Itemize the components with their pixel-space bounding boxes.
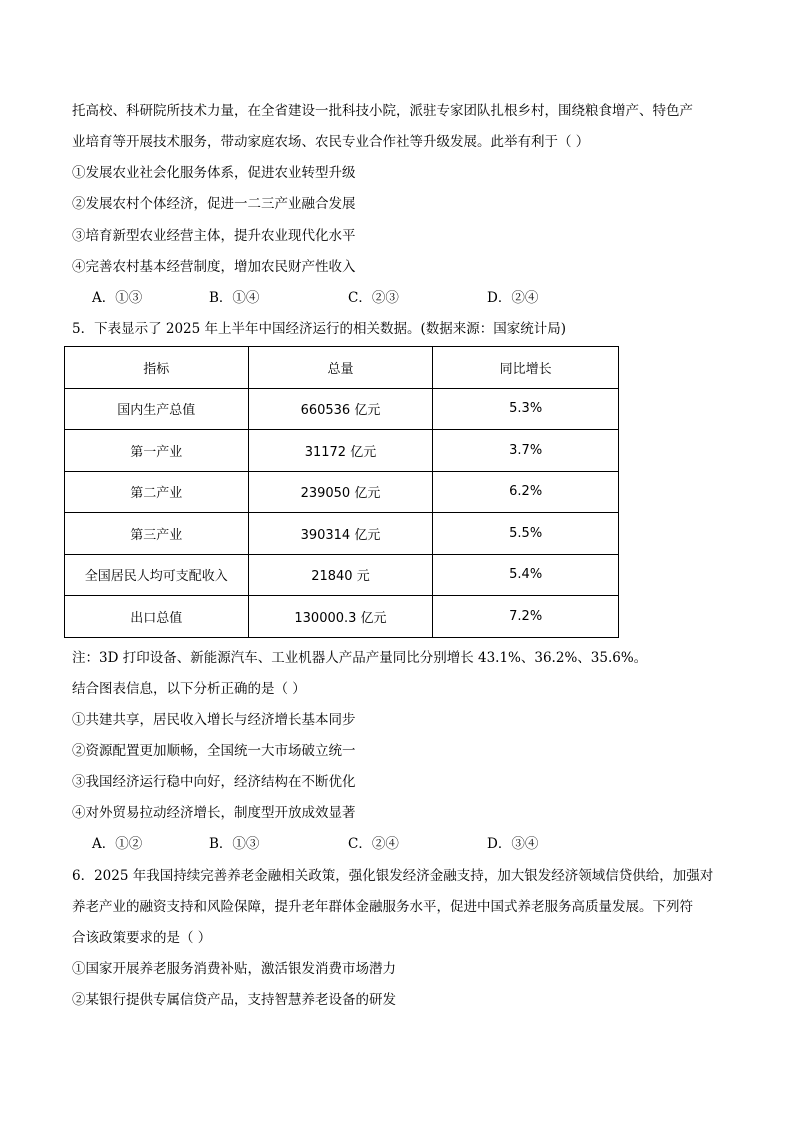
q4-item-3: ③培育新型农业经营主体，提升农业现代化水平 xyxy=(72,228,356,244)
q4-item-4: ④完善农村基本经营制度，增加农民财产性收入 xyxy=(72,259,356,275)
table-header-cell: 指标 xyxy=(65,347,249,389)
table-cell-indicator: 全国居民人均可支配收入 xyxy=(65,554,249,596)
q6-item-1: ①国家开展养老服务消费补贴，激活银发消费市场潜力 xyxy=(72,961,396,977)
q6-item-2: ②某银行提供专属信贷产品，支持智慧养老设备的研发 xyxy=(72,992,396,1008)
table-cell-indicator: 出口总值 xyxy=(65,596,249,638)
q5-stem: 5．下表显示了 2025 年上半年中国经济运行的相关数据。(数据来源：国家统计局) xyxy=(72,321,567,337)
table-cell-total: 660536 亿元 xyxy=(248,388,433,430)
q5-option-b[interactable]: B．①③ xyxy=(209,836,260,852)
q5-option-d[interactable]: D．③④ xyxy=(487,836,539,852)
table-row xyxy=(65,596,619,638)
economic-data-table xyxy=(64,346,619,638)
table-cell-total: 390314 亿元 xyxy=(248,513,433,555)
table-row xyxy=(65,554,619,596)
table-cell-indicator: 国内生产总值 xyxy=(65,388,249,430)
q5-item-1: ①共建共享，居民收入增长与经济增长基本同步 xyxy=(72,712,356,728)
q5-item-2: ②资源配置更加顺畅，全国统一大市场破立统一 xyxy=(72,743,356,759)
q4-option-b[interactable]: B．①④ xyxy=(209,290,260,306)
q4-option-d[interactable]: D．②④ xyxy=(487,290,539,306)
table-cell-total: 31172 亿元 xyxy=(248,430,433,472)
table-cell-growth: 3.7% xyxy=(433,430,619,472)
q5-item-3: ③我国经济运行稳中向好，经济结构在不断优化 xyxy=(72,774,356,790)
q5-note: 注：3D 打印设备、新能源汽车、工业机器人产品产量同比分别增长 43.1%、36.2%、35.6%。 xyxy=(72,650,648,666)
q5-option-a[interactable]: A．①② xyxy=(92,836,143,852)
q4-option-a[interactable]: A．①③ xyxy=(92,290,143,306)
table-row xyxy=(65,471,619,513)
table-cell-growth: 7.2% xyxy=(433,596,619,638)
q6-stem-line-3: 合该政策要求的是（ ） xyxy=(72,930,212,946)
table-cell-growth: 6.2% xyxy=(433,471,619,513)
table-row xyxy=(65,430,619,472)
table-cell-total: 130000.3 亿元 xyxy=(248,596,433,638)
q6-stem-line-1: 6．2025 年我国持续完善养老金融相关政策，强化银发经济金融支持，加大银发经济领域信贷供给，加强对 xyxy=(72,868,714,884)
table-cell-indicator: 第一产业 xyxy=(65,430,249,472)
q4-option-c[interactable]: C．②③ xyxy=(348,290,399,306)
table-row xyxy=(65,388,619,430)
q4-stem-line-2: 业培育等开展技术服务，带动家庭农场、农民专业合作社等升级发展。此举有利于（ ） xyxy=(72,134,590,150)
table-cell-growth: 5.3% xyxy=(433,388,619,430)
q5-item-4: ④对外贸易拉动经济增长，制度型开放成效显著 xyxy=(72,805,356,821)
table-cell-growth: 5.4% xyxy=(433,554,619,596)
q4-item-2: ②发展农村个体经济，促进一二三产业融合发展 xyxy=(72,196,356,212)
q4-item-1: ①发展农业社会化服务体系，促进农业转型升级 xyxy=(72,165,356,181)
q5-option-c[interactable]: C．②④ xyxy=(348,836,399,852)
table-header-cell: 同比增长 xyxy=(433,347,619,389)
table-row xyxy=(65,513,619,555)
table-header-row xyxy=(65,347,619,389)
q6-stem-line-2: 养老产业的融资支持和风险保障，提升老年群体金融服务水平，促进中国式养老服务高质量发展。下列符 xyxy=(72,899,693,915)
q5-question: 结合图表信息，以下分析正确的是（ ） xyxy=(72,681,306,697)
table-header-cell: 总量 xyxy=(248,347,433,389)
table-cell-total: 21840 元 xyxy=(248,554,433,596)
table-cell-growth: 5.5% xyxy=(433,513,619,555)
table-cell-total: 239050 亿元 xyxy=(248,471,433,513)
table-cell-indicator: 第二产业 xyxy=(65,471,249,513)
table-cell-indicator: 第三产业 xyxy=(65,513,249,555)
q4-stem-line-1: 托高校、科研院所技术力量，在全省建设一批科技小院，派驻专家团队扎根乡村，围绕粮食增产、特色产 xyxy=(72,103,693,119)
